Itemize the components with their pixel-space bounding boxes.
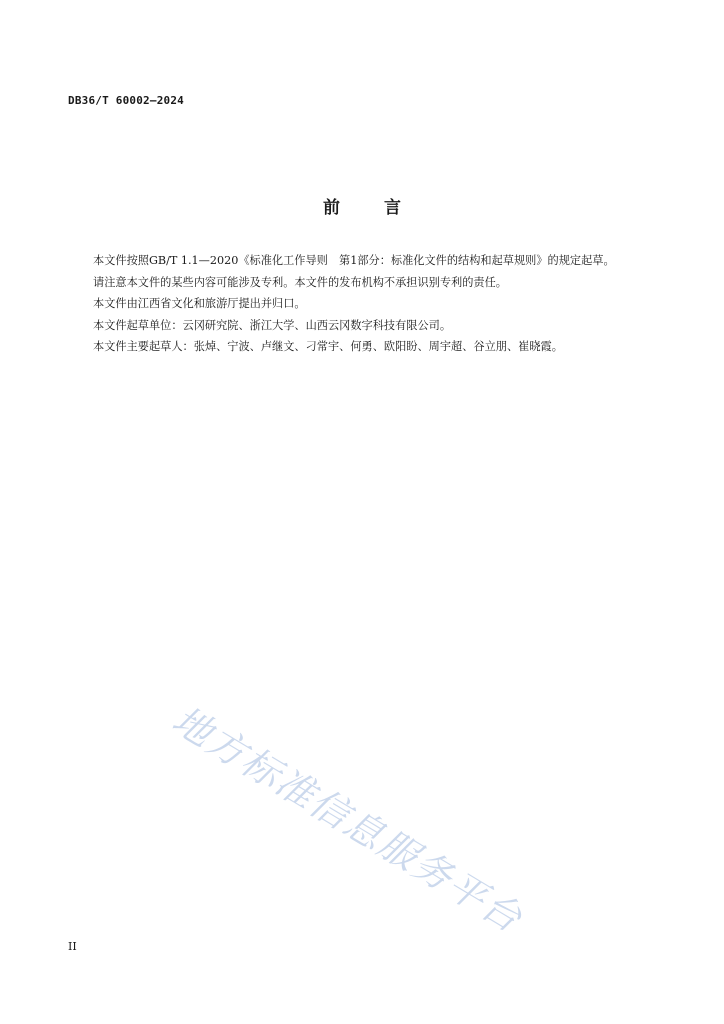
paragraph-patent-notice: 请注意本文件的某些内容可能涉及专利。本文件的发布机构不承担识别专利的责任。 xyxy=(93,275,507,289)
watermark-text: 地方标准信息服务平台 xyxy=(164,697,531,942)
paragraph-proposer: 本文件由江西省文化和旅游厅提出并归口。 xyxy=(93,297,306,310)
paragraph-drafting-rules: 本文件按照GB/T 1.1—2020《标准化工作导则 第1部分：标准化文件的结构和起草规则》的规定起草。 xyxy=(93,254,615,267)
paragraph-drafters: 本文件主要起草人：张焯、宁波、卢继文、刁常宇、何勇、欧阳盼、周宇超、谷立朋、崔晓霞。 xyxy=(93,340,563,353)
foreword-body xyxy=(68,252,640,360)
document-code: DB36/T 60002—2024 xyxy=(68,94,184,107)
page-title: 前言 xyxy=(323,198,445,218)
page-number: II xyxy=(68,940,77,953)
paragraph-drafting-units: 本文件起草单位：云冈研究院、浙江大学、山西云冈数字科技有限公司。 xyxy=(93,318,452,332)
